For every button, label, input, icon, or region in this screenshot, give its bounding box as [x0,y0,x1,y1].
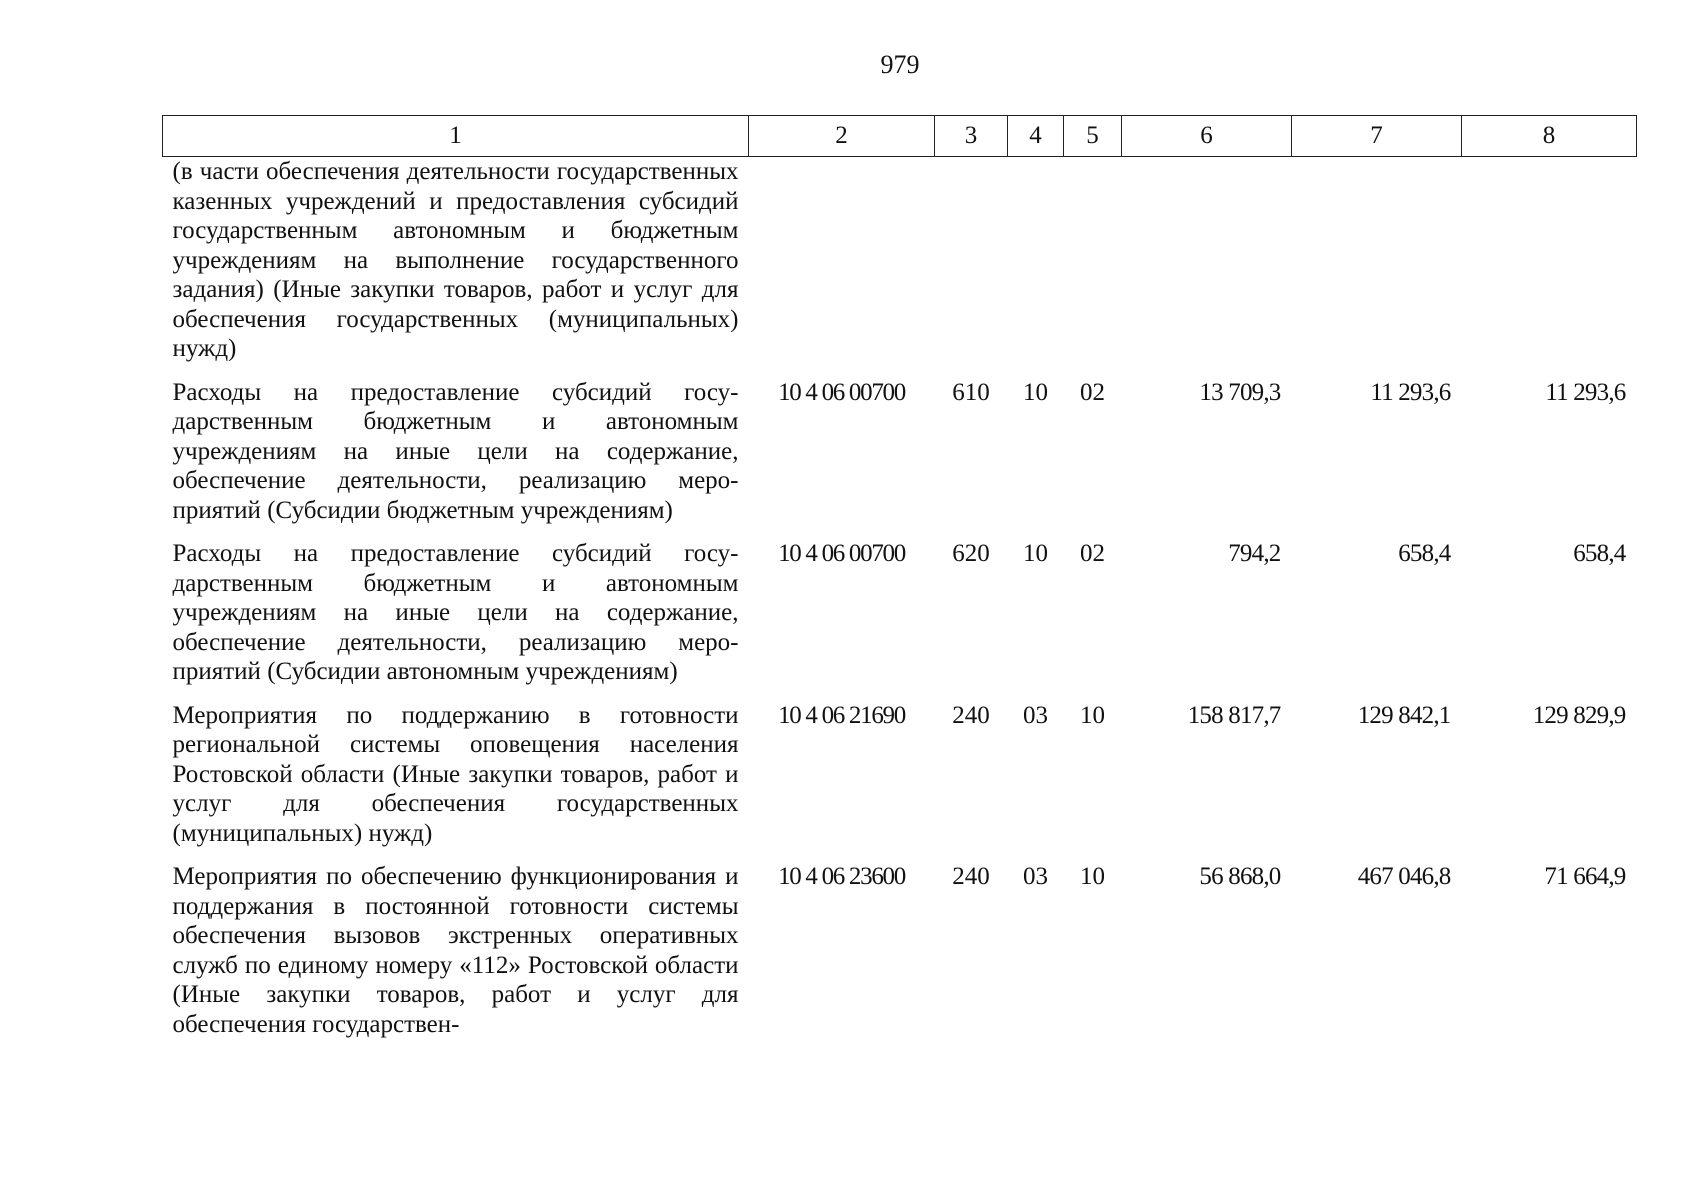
row-value-7: 129 842,1 [1357,701,1451,729]
row-section: 03 [1023,701,1048,729]
row-target-code: 10 4 06 00700 [778,378,905,406]
table-row [163,539,1637,701]
row-value-8: 658,4 [1573,540,1626,567]
row-subsection: 10 [1080,863,1105,890]
header-col-7: 7 [1292,116,1462,157]
row-section: 10 [1023,540,1048,567]
table-row [163,157,1637,378]
row-section [1008,157,1064,378]
row-value-7: 658,4 [1398,540,1451,567]
row-subsection: 10 [1080,701,1105,729]
row-value-6: 13 709,3 [1199,378,1281,406]
page-number: 979 [880,50,920,79]
row-expense-type: 610 [952,378,990,406]
table-header [163,116,1637,157]
header-row [163,116,1637,157]
row-expense-type: 240 [952,701,990,729]
row-description: Мероприятия по обеспечению функционирования и поддержания в постоянной готовности системы обеспечения вызовов экстренных оперативных служб по единому номеру «112» Ростовской области (Иные закупки товаров, работ и услуг для обеспечения государствен- [172,863,739,1038]
header-col-6: 6 [1122,116,1292,157]
row-target-code: 10 4 06 23600 [778,863,905,890]
row-value-8 [1462,157,1637,378]
row-subsection: 02 [1080,540,1105,567]
row-description: Расходы на предоставление субсидий государственным бюджетным и автономным учреждениям на иные цели на содержание, обеспечение деятельности, реализацию мероприятий (Субсидии автономным учреждениям) [172,540,739,685]
header-col-1: 1 [163,116,749,157]
row-subsection [1064,157,1122,378]
row-target-code: 10 4 06 00700 [778,540,905,567]
table-row [163,701,1637,863]
budget-table [162,115,1637,1039]
row-description: Расходы на предоставление субсидий государственным бюджетным и автономным учреждениям на иные цели на содержание, обеспечение деятельности, реализацию мероприятий (Субсидии бюджетным учреждениям) [172,378,739,524]
row-value-6 [1122,157,1292,378]
row-subsection: 02 [1080,378,1105,406]
row-section: 10 [1023,378,1048,406]
row-value-8: 11 293,6 [1545,378,1626,406]
header-col-4: 4 [1008,116,1064,157]
row-value-6: 158 817,7 [1187,701,1281,729]
row-value-7 [1292,157,1462,378]
row-target-code: 10 4 06 21690 [778,701,905,729]
row-value-6: 56 868,0 [1199,863,1281,890]
row-value-6: 794,2 [1228,540,1281,567]
row-value-8: 71 664,9 [1544,863,1626,890]
row-expense-type: 240 [952,863,990,890]
row-expense-type: 620 [952,540,990,567]
row-value-8: 129 829,9 [1532,701,1626,729]
header-col-2: 2 [749,116,935,157]
table-row [163,378,1637,540]
row-section: 03 [1023,863,1048,890]
row-expense-type [935,157,1008,378]
row-description: Мероприятия по поддержанию в готовности региональной системы оповещения населения Ростовской области (Иные закупки товаров, работ и услуг для обеспечения государственных (муниципальных) нужд) [172,701,739,847]
row-description: (в части обеспечения деятельности государственных казенных учреждений и предоставления субсидий государственным автономным и бюджетным учреждениям на выполнение государственного задания) (Иные закупки товаров, работ и услуг для обеспечения государственных (муниципальных) нужд) [172,158,739,362]
table-body [163,157,1637,1040]
table-row [163,862,1637,1039]
header-col-3: 3 [935,116,1008,157]
row-target-code [749,157,935,378]
row-value-7: 467 046,8 [1357,863,1451,890]
header-col-8: 8 [1462,116,1637,157]
header-col-5: 5 [1064,116,1122,157]
row-value-7: 11 293,6 [1370,378,1451,406]
